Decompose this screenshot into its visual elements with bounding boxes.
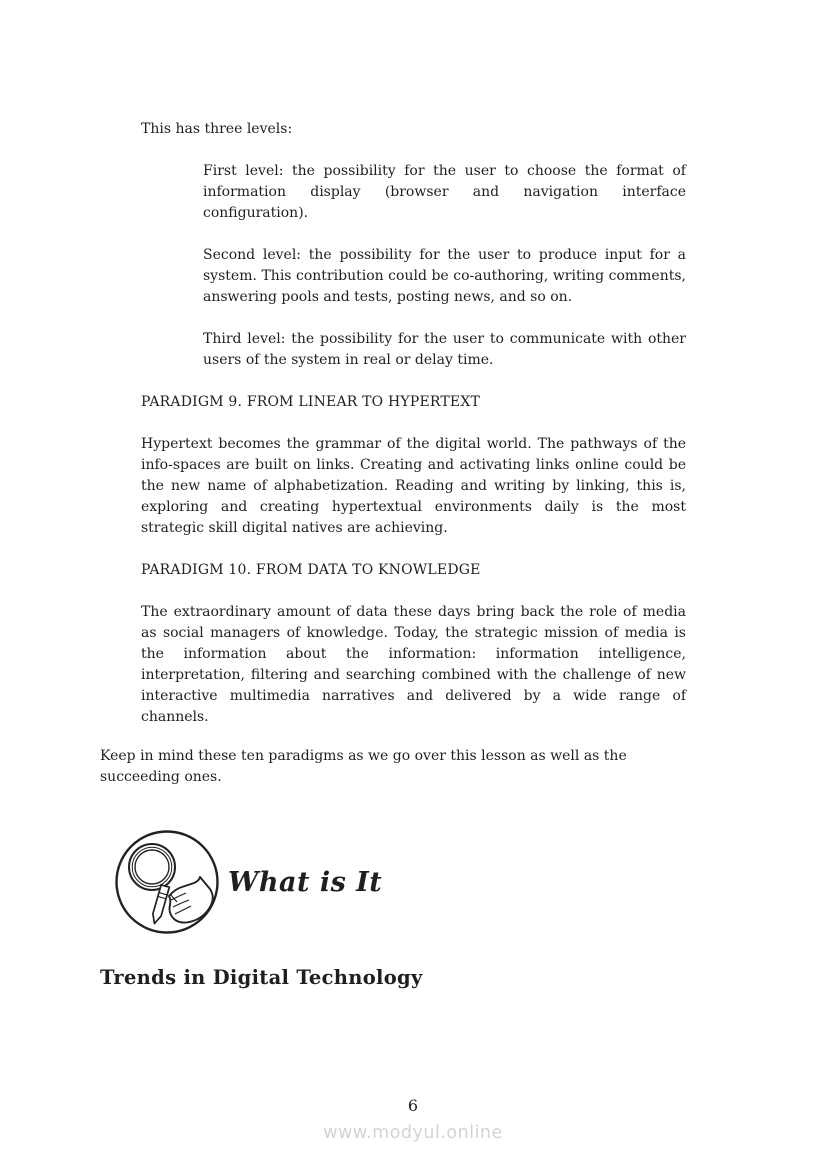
magnifier-hand-icon [114, 830, 220, 936]
paradigm-9-body: Hypertext becomes the grammar of the digital world. The pathways of the info-spaces are built on links. Creating and activating links online could be the new name of alphabetization. Reading and writing by linking, this is, exploring and creating hypertextual environments daily is the most strategic skill digital natives are achieving. [141, 436, 686, 536]
level-paragraph-second: Second level: the possibility for the user to produce input for a system. This contribution could be co-authoring, writing comments, answering pools and tests, posting news, and so on. [203, 247, 686, 305]
intro-line: This has three levels: [141, 121, 293, 137]
watermark-url: www.modyul.online [323, 1123, 503, 1143]
paradigm-10-body: The extraordinary amount of data these days bring back the role of media as social managers of knowledge. Today, the strategic mission of media is the information about the information: information intelligence, interpretation, filtering and searching combined with the challenge of new interactive multimedia narratives and delivered by a wide range of channels. [141, 604, 686, 725]
subheading-trends: Trends in Digital Technology [100, 966, 423, 989]
section-title-what-is-it: What is It [228, 867, 383, 898]
page-number: 6 [407, 1096, 419, 1115]
closing-paragraph: Keep in mind these ten paradigms as we go over this lesson as well as the succeeding ones. [100, 748, 627, 785]
paradigm-9-heading: PARADIGM 9. FROM LINEAR TO HYPERTEXT [141, 394, 481, 410]
level-paragraph-first: First level: the possibility for the user to choose the format of information display (browser and navigation interface configuration). [203, 163, 686, 221]
body-text-block [141, 119, 686, 749]
paradigm-10-heading: PARADIGM 10. FROM DATA TO KNOWLEDGE [141, 562, 481, 578]
level-paragraph-third: Third level: the possibility for the user to communicate with other users of the system in real or delay time. [203, 331, 686, 368]
